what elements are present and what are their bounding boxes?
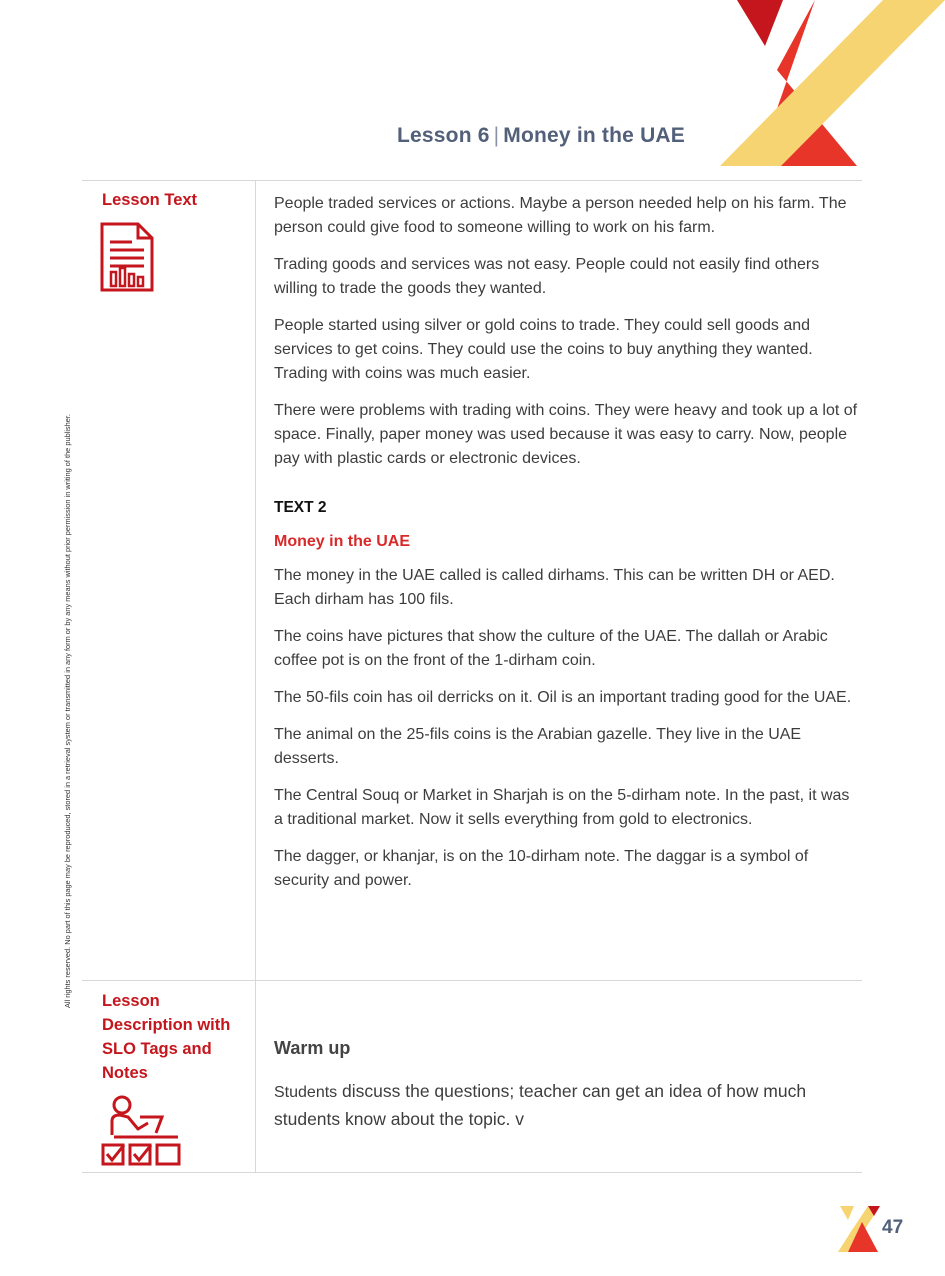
- paragraph: People traded services or actions. Maybe a person needed help on his farm. The person could give food to someone willing to work on his farm.: [274, 195, 847, 236]
- paragraph: The animal on the 25-fils coins is the Arabian gazelle. They live in the UAE desserts.: [274, 726, 802, 767]
- table-row-divider: [82, 980, 862, 981]
- paragraph: The Central Souq or Market in Sharjah is on the 5-dirham note. In the past, it was a traditional market. Now it sells everything from gold to electronics.: [274, 787, 850, 828]
- teacher-checklist-icon: [100, 1095, 184, 1167]
- lesson-text-content: [274, 192, 858, 906]
- footer-x-logo-icon: [838, 1206, 880, 1252]
- lesson-description-content: [274, 1036, 858, 1132]
- lesson-text-label: Lesson Text: [102, 191, 198, 209]
- lesson-description-label: [102, 989, 230, 1085]
- table-top-border: [82, 180, 862, 181]
- page-number: 47: [882, 1217, 904, 1238]
- text2-subheading: Money in the UAE: [274, 533, 411, 550]
- copyright-notice: All rights reserved. No part of this page may be reproduced, stored in a retrieval system or transmitted in any form or by any means without prior permission in writing of the publisher.: [63, 414, 72, 1008]
- header-separator: |: [493, 124, 500, 147]
- paragraph: People started using silver or gold coins to trade. They could sell goods and services to get coins. They could use the coins to buy anything they wanted. Trading with coins was much easier.: [274, 317, 813, 382]
- lesson-header: [397, 124, 685, 148]
- warmup-text: [274, 1078, 858, 1132]
- paragraph: Trading goods and services was not easy. People could not easily find others willing to trade the goods they wanted.: [274, 256, 820, 297]
- paragraph: There were problems with trading with coins. They were heavy and took up a lot of space. Finally, paper money was used because it was easy to carry. Now, people pay with plastic cards or electronic devices.: [274, 402, 858, 467]
- label-line: Lesson: [102, 992, 160, 1010]
- warmup-heading: Warm up: [274, 1038, 351, 1058]
- paragraph: The 50-fils coin has oil derricks on it. Oil is an important trading good for the UAE.: [274, 689, 852, 706]
- lesson-title: Money in the UAE: [503, 124, 686, 147]
- table-column-divider: [255, 180, 256, 1172]
- paragraph: The coins have pictures that show the culture of the UAE. The dallah or Arabic coffee pot is on the front of the 1-dirham coin.: [274, 628, 828, 669]
- corner-x-decoration-icon: [685, 0, 945, 170]
- table-bottom-border: [82, 1172, 862, 1173]
- document-chart-icon: [100, 222, 154, 292]
- text2-heading: TEXT 2: [274, 499, 327, 516]
- paragraph: The money in the UAE called is called dirhams. This can be written DH or AED. Each dirham has 100 fils.: [274, 567, 835, 608]
- label-line: Description with: [102, 1016, 231, 1034]
- warmup-lead: Students: [274, 1084, 338, 1101]
- warmup-body-text: discuss the questions; teacher can get an idea of how much students know about the topic. v: [274, 1081, 807, 1129]
- label-line: Notes: [102, 1064, 148, 1082]
- paragraph: The dagger, or khanjar, is on the 10-dirham note. The daggar is a symbol of security and power.: [274, 848, 809, 889]
- label-line: SLO Tags and: [102, 1040, 212, 1058]
- lesson-number: Lesson 6: [397, 124, 490, 147]
